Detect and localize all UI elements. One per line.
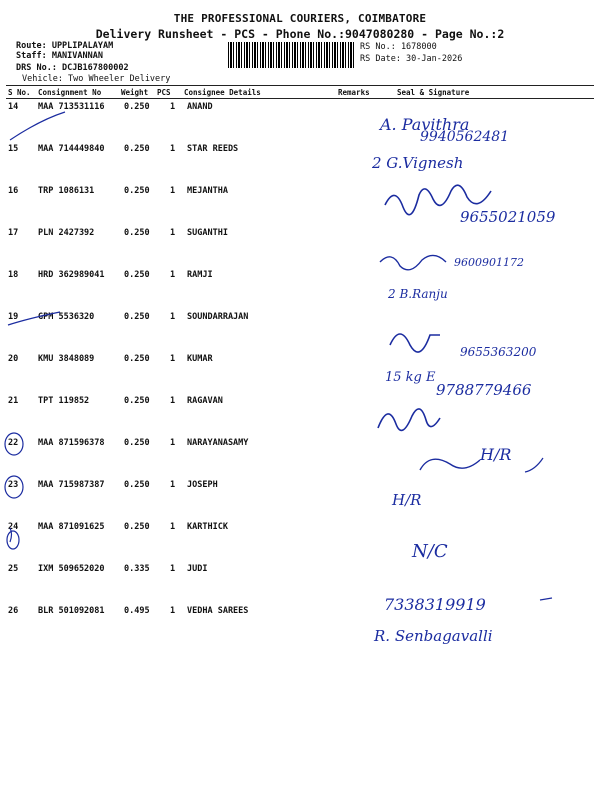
sig-r14-name: A. Pavithra [380,115,470,134]
serial-number: 22 [8,438,19,448]
sig-nc: N/C [412,541,448,562]
weight: 0.250 [124,312,150,322]
serial-number: 18 [8,270,19,280]
table-row [6,228,594,270]
company-title: THE PROFESSIONAL COURIERS, COIMBATORE [173,12,427,25]
consignee-name: RAGAVAN [187,396,223,406]
sig-r18: 2 B.Ranju [388,287,448,301]
consignment-number: HRD 362989041 [38,270,105,280]
consignee-name: VEDHA SAREES [187,606,249,616]
drs-label: DRS No.: DCJB167800002 [16,63,129,73]
serial-number: 20 [8,354,19,364]
consignee-name: JOSEPH [187,480,218,490]
table-row [6,186,594,228]
consignee-name: ANAND [187,102,213,112]
table-row [6,564,594,606]
serial-number: 23 [8,480,19,490]
pieces: 1 [170,144,176,154]
weight: 0.250 [124,396,150,406]
consignee-name: KARTHICK [187,522,228,532]
serial-number: 25 [8,564,19,574]
barcode [228,42,356,68]
weight: 0.250 [124,480,150,490]
table-row [6,354,594,396]
consignee-name: NARAYANASAMY [187,438,249,448]
sig-r16-phone: 9655021059 [460,208,556,226]
serial-number: 21 [8,396,19,406]
consignment-number: PLN 2427392 [38,228,95,238]
consignee-name: RAMJI [187,270,213,280]
consignee-name: KUMAR [187,354,213,364]
pieces: 1 [170,522,176,532]
consignee-name: MEJANTHA [187,186,228,196]
weight: 0.250 [124,270,150,280]
header-top-rule [6,85,594,86]
consignment-number: TPT 119852 [38,396,90,406]
serial-number: 26 [8,606,19,616]
weight: 0.250 [124,186,150,196]
consignment-number: MAA 715987387 [38,480,105,490]
weight: 0.250 [124,228,150,238]
sig-r26-name: R. Senbagavalli [374,627,493,645]
serial-number: 16 [8,186,19,196]
serial-number: 24 [8,522,19,532]
weight: 0.335 [124,564,150,574]
col-sno: S No. [8,88,31,97]
consignment-number: BLR 501092081 [38,606,105,616]
table-row [6,270,594,312]
serial-number: 15 [8,144,19,154]
serial-number: 19 [8,312,19,322]
col-consignment: Consignment No [38,88,102,97]
rs-number: RS No.: 1678000 [360,42,437,52]
sig-r20-phone: 9655363200 [460,345,537,359]
col-weight: Weight [121,88,149,97]
table-row [6,312,594,354]
pieces: 1 [170,606,176,616]
consignee-name: STAR REEDS [187,144,239,154]
consignment-number: MAA 871596378 [38,438,105,448]
table-row [6,522,594,564]
col-consignee: Consignee Details [184,88,261,97]
col-pcs: PCS [157,88,171,97]
consignment-number: IXM 509652020 [38,564,105,574]
pieces: 1 [170,480,176,490]
vehicle-label: Vehicle: Two Wheeler Delivery [22,74,171,84]
runsheet-subtitle: Delivery Runsheet - PCS - Phone No.:9047080280 - Page No.:2 [95,27,505,41]
consignee-name: JUDI [187,564,208,574]
col-remarks: Remarks [338,88,370,97]
consignment-number: MAA 714449840 [38,144,105,154]
consignment-number: MAA 713531116 [38,102,105,112]
sig-r20-phone2: 9788779466 [436,381,532,399]
pieces: 1 [170,228,176,238]
sig-r17: 9600901172 [454,256,524,269]
pieces: 1 [170,438,176,448]
sig-hr-1: H/R [480,445,512,464]
header-bottom-rule [6,98,594,99]
sig-hr-2: H/R [392,491,422,509]
sig-r26-phone: 7338319919 [384,595,486,614]
table-row [6,102,594,144]
serial-number: 17 [8,228,19,238]
weight: 0.250 [124,354,150,364]
pieces: 1 [170,396,176,406]
pieces: 1 [170,186,176,196]
consignment-number: GPM 5536320 [38,312,95,322]
pieces: 1 [170,270,176,280]
table-row [6,606,594,648]
weight: 0.250 [124,144,150,154]
col-seal: Seal & Signature [397,88,470,97]
consignment-number: MAA 871091625 [38,522,105,532]
sig-r20-kg: 15 kg E [385,370,436,385]
staff-label: Staff: MANIVANNAN [16,51,103,61]
consignee-name: SUGANTHI [187,228,228,238]
rs-date: RS Date: 30-Jan-2026 [360,54,463,64]
pieces: 1 [170,312,176,322]
consignment-number: KMU 3848089 [38,354,95,364]
weight: 0.250 [124,102,150,112]
table-row [6,438,594,480]
table-row [6,396,594,438]
weight: 0.495 [124,606,150,616]
table-row [6,144,594,186]
weight: 0.250 [124,438,150,448]
sig-r14-phone: 9940562481 [420,129,510,145]
route-label: Route: UPPLIPALAYAM [16,41,114,51]
consignment-number: TRP 1086131 [38,186,95,196]
pieces: 1 [170,354,176,364]
pieces: 1 [170,102,176,112]
table-row [6,480,594,522]
weight: 0.250 [124,522,150,532]
pieces: 1 [170,564,176,574]
consignee-name: SOUNDARRAJAN [187,312,249,322]
sig-r15: 2 G.Vignesh [372,154,464,172]
serial-number: 14 [8,102,19,112]
